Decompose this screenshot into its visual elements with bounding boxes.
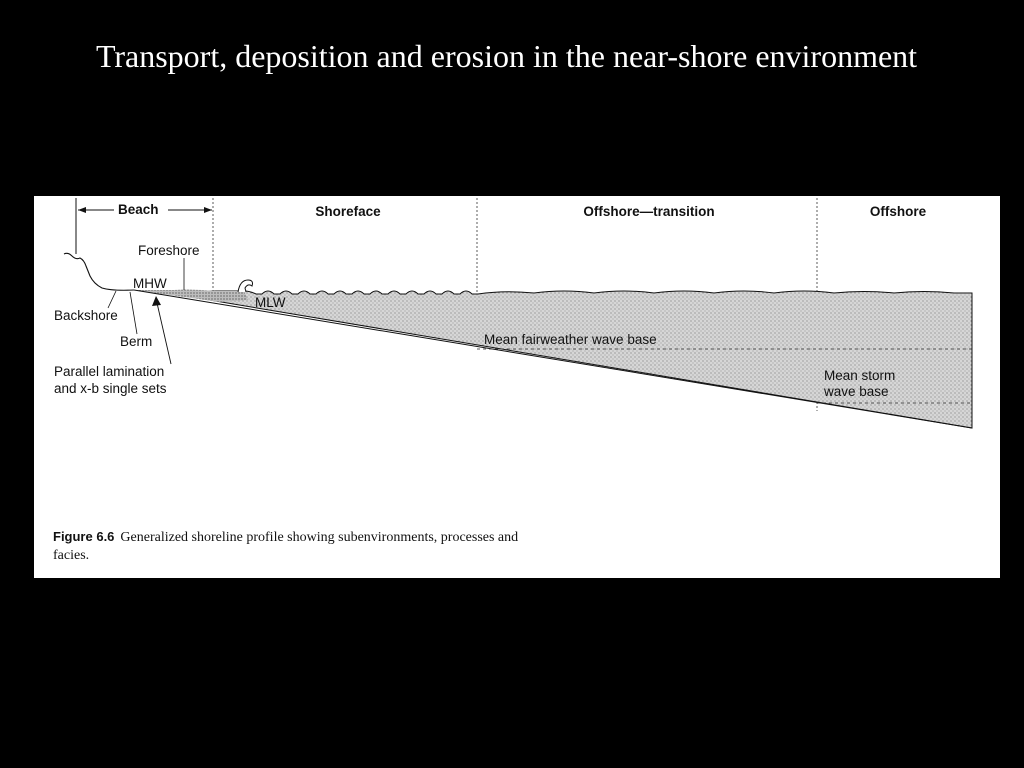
zone-label-offshore: Offshore (869, 204, 927, 219)
beach-surface (64, 253, 134, 290)
zone-label-beach: Beach (118, 202, 159, 217)
figure-number: Figure 6.6 (53, 529, 115, 544)
label-lamination-line2: and x-b single sets (54, 381, 167, 396)
figure-caption-text: Generalized shoreline profile showing subenvironments, processes and facies. (53, 530, 519, 563)
beach-arrow-right-head (204, 207, 212, 213)
label-berm: Berm (120, 334, 153, 349)
label-storm-wave-base-line2: wave base (824, 384, 889, 399)
slide-title: Transport, deposition and erosion in the near-shore environment (95, 38, 918, 74)
label-mlw: MLW (255, 295, 286, 310)
zone-label-offshore-transition: Offshore—transition (583, 204, 715, 219)
label-storm-wave-base-line1: Mean storm (824, 368, 896, 383)
lamination-pointer-head (152, 296, 161, 306)
label-lamination-line1: Parallel lamination (54, 364, 165, 379)
lamination-pointer (157, 303, 171, 364)
label-mhw: MHW (133, 276, 167, 291)
label-backshore: Backshore (54, 308, 118, 323)
figure-caption (53, 528, 523, 565)
breaking-wave (238, 280, 253, 292)
berm-pointer (130, 292, 137, 334)
beach-arrow-left-head (78, 207, 86, 213)
profile-diagram (34, 196, 1000, 578)
label-foreshore: Foreshore (138, 243, 200, 258)
backshore-pointer (108, 291, 116, 308)
zone-label-shoreface: Shoreface (315, 204, 381, 219)
foreshore-sand-wedge (134, 290, 248, 302)
shoreline-profile-figure (34, 196, 1000, 578)
label-fairweather-wave-base: Mean fairweather wave base (484, 332, 657, 347)
